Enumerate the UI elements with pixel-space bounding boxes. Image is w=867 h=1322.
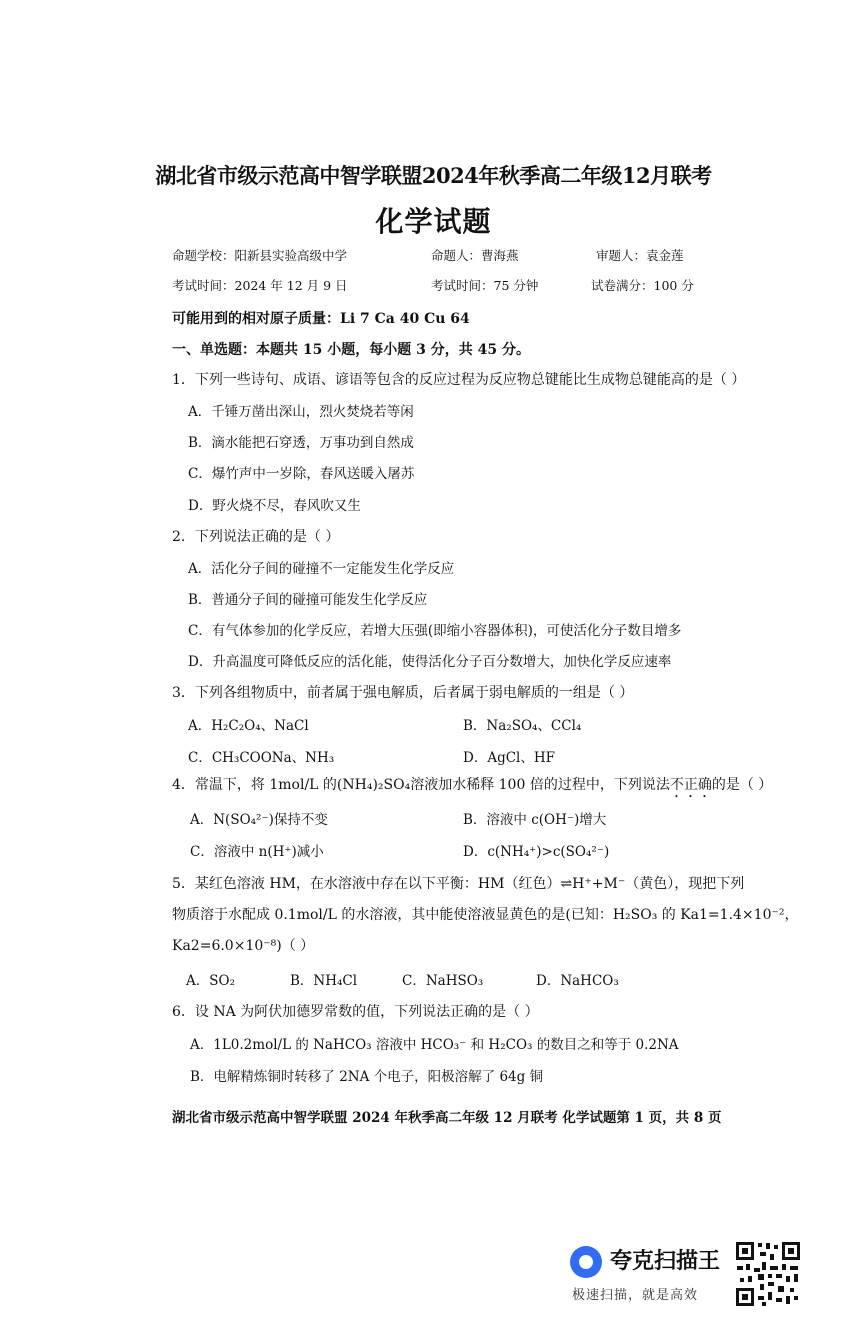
question-2-option-d: D．升高温度可降低反应的活化能，使得活化分子百分数增大，加快化学反应速率 bbox=[188, 654, 672, 670]
setter-school: 命题学校：阳新县实验高级中学 bbox=[172, 248, 348, 263]
question-4-option-d: D．c(NH₄⁺)>c(SO₄²⁻) bbox=[463, 844, 610, 860]
question-3-option-a: A．H₂C₂O₄、NaCl bbox=[188, 718, 309, 734]
question-5-option-d: D．NaHCO₃ bbox=[536, 973, 619, 989]
question-5-line-1: 5．某红色溶液 HM，在水溶液中存在以下平衡：HM（红色）⇌H⁺+M⁻（黄色），现把下列 bbox=[172, 876, 745, 892]
qr-code-icon bbox=[734, 1240, 802, 1308]
exam-date: 考试时间：2024 年 12 月 9 日 bbox=[172, 278, 348, 293]
scanner-slogan: 极速扫描，就是高效 bbox=[572, 1288, 699, 1303]
scanner-brand: 夸克扫描王 bbox=[610, 1249, 721, 1274]
question-3-option-d: D．AgCl、HF bbox=[463, 750, 556, 766]
question-4-emphasis: 不正确 bbox=[669, 777, 712, 793]
question-6-stem: 6．设 NA 为阿伏加德罗常数的值，下列说法正确的是（ ） bbox=[172, 1004, 539, 1020]
exam-duration: 考试时间：75 分钟 bbox=[431, 278, 539, 293]
exam-title: 湖北省市级示范高中智学联盟2024年秋季高二年级12月联考 bbox=[155, 163, 712, 188]
question-5-option-a: A．SO₂ bbox=[186, 973, 235, 989]
question-4-option-b: B．溶液中 c(OH⁻)增大 bbox=[463, 812, 607, 828]
reviewer: 审题人：袁金莲 bbox=[596, 248, 684, 263]
scanner-logo-icon bbox=[570, 1246, 602, 1278]
question-3-option-b: B．Na₂SO₄、CCl₄ bbox=[463, 718, 582, 734]
question-1-option-d: D．野火烧不尽，春风吹又生 bbox=[188, 498, 361, 514]
setter-author: 命题人：曹海燕 bbox=[431, 248, 519, 263]
question-4-stem-post: 的是（ ） bbox=[711, 777, 773, 793]
question-5-line-3: Ka2=6.0×10⁻⁸)（ ） bbox=[172, 938, 315, 954]
exam-subject: 化学试题 bbox=[375, 205, 492, 238]
atomic-masses: 可能用到的相对原子质量：Li 7 Ca 40 Cu 64 bbox=[172, 311, 470, 327]
full-score: 试卷满分：100 分 bbox=[591, 278, 694, 293]
question-5-option-b: B．NH₄Cl bbox=[290, 973, 358, 989]
question-6-option-b: B．电解精炼铜时转移了 2NA 个电子，阳极溶解了 64g 铜 bbox=[190, 1069, 544, 1085]
question-2-option-c: C．有气体参加的化学反应，若增大压强(即缩小容器体积)，可使活化分子数目增多 bbox=[188, 623, 682, 639]
question-5-line-2: 物质溶于水配成 0.1mol/L 的水溶液，其中能使溶液显黄色的是(已知：H₂SO₃ 的 Ka1=1.4×10⁻²， bbox=[172, 907, 799, 923]
question-6-option-a: A．1L0.2mol/L 的 NaHCO₃ 溶液中 HCO₃⁻ 和 H₂CO₃ 的数目之和等于 0.2NA bbox=[190, 1037, 679, 1053]
section-heading: 一、单选题：本题共 15 小题，每小题 3 分，共 45 分。 bbox=[172, 342, 530, 358]
question-3-option-c: C．CH₃COONa、NH₃ bbox=[188, 750, 335, 766]
scanner-watermark bbox=[570, 1244, 730, 1304]
question-4-option-a: A．N(SO₄²⁻)保持不变 bbox=[190, 812, 328, 828]
question-2-option-b: B．普通分子间的碰撞可能发生化学反应 bbox=[188, 592, 428, 608]
page-footer: 湖北省市级示范高中智学联盟 2024 年秋季高二年级 12 月联考 化学试题第 1 页，共 8 页 bbox=[172, 1110, 722, 1126]
question-1-stem: 1．下列一些诗句、成语、谚语等包含的反应过程为反应物总键能比生成物总键能高的是（ ） bbox=[172, 372, 746, 388]
question-1-option-b: B．滴水能把石穿透，万事功到自然成 bbox=[188, 435, 414, 451]
question-5-option-c: C．NaHSO₃ bbox=[402, 973, 484, 989]
question-3-stem: 3．下列各组物质中，前者属于强电解质，后者属于弱电解质的一组是（ ） bbox=[172, 685, 634, 701]
question-2-stem: 2．下列说法正确的是（ ） bbox=[172, 529, 340, 545]
question-4-option-c: C．溶液中 n(H⁺)减小 bbox=[190, 844, 324, 860]
question-4-stem bbox=[172, 774, 772, 801]
question-2-option-a: A．活化分子间的碰撞不一定能发生化学反应 bbox=[188, 561, 455, 577]
question-4-stem-pre: 4．常温下，将 1mol/L 的(NH₄)₂SO₄溶液加水稀释 100 倍的过程中，下列说法 bbox=[172, 777, 670, 793]
question-1-option-c: C．爆竹声中一岁除，春风送暖入屠苏 bbox=[188, 466, 415, 482]
question-1-option-a: A．千锤万凿出深山，烈火焚烧若等闲 bbox=[188, 404, 414, 420]
